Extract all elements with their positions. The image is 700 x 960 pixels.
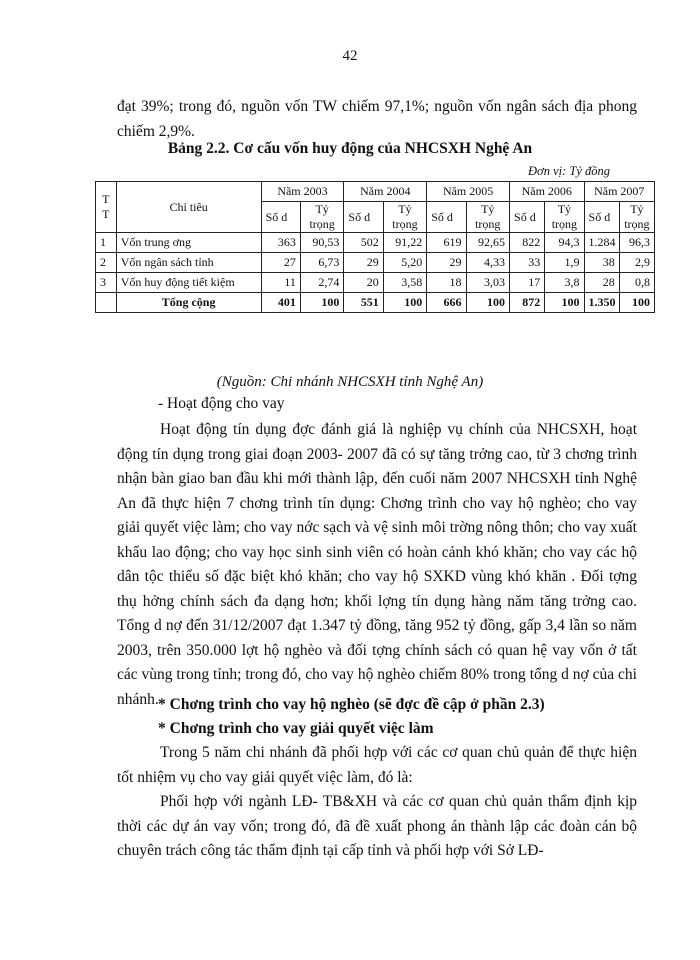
total-value: 551 [344,293,383,313]
cell-value: 18 [427,273,466,293]
cell-value: 20 [344,273,383,293]
paragraph-coordination: Phối hợp với ngành LĐ- TB&XH và các cơ quan chủ quản thẩm định kịp thời các dự án vay vốn; trong đó, đã đề xuất phong án thành lập các đoàn cán bộ chuyên trách công tác thẩm định tại cấp tỉnh và phối hợp với Sở LĐ- [117,793,637,859]
header-year: Năm 2003 [261,182,344,202]
total-value: 100 [619,293,654,313]
paragraph-employment-cooperation: Trong 5 năm chi nhánh đã phối hợp với các cơ quan chủ quản để thực hiện tốt nhiệm vụ cho vay giải quyết việc làm, đó là: [117,744,637,786]
cell-value: 3,8 [545,273,584,293]
total-value: 100 [300,293,343,313]
cell-value: 502 [344,233,383,253]
table-total-row [96,293,655,313]
subheader-so-du: Số d [344,202,383,233]
cell-value: 363 [261,233,300,253]
total-tt-empty [96,293,117,313]
cell-value: 91,22 [383,233,426,253]
cell-value: 3,03 [466,273,509,293]
subheader-ty-trong: Tỷ trọng [383,202,426,233]
bullet-poor-household-loans: * Chơng trình cho vay hộ nghèo (sẽ đợc đề cập ở phần 2.3) [158,696,545,713]
row-label: Vốn huy động tiết kiệm [116,273,261,293]
unit-label: Đơn vị: Tỷ đồng [528,164,611,178]
total-value: 872 [510,293,545,313]
cell-value: 29 [344,253,383,273]
total-value: 666 [427,293,466,313]
cell-value: 2,74 [300,273,343,293]
cell-value: 27 [261,253,300,273]
cell-value: 96,3 [619,233,654,253]
cell-value: 28 [584,273,619,293]
total-value: 100 [383,293,426,313]
source-note: (Nguồn: Chi nhánh NHCSXH tỉnh Nghệ An) [216,374,484,390]
subheader-so-du: Số d [510,202,545,233]
cell-value: 2,9 [619,253,654,273]
total-value: 100 [545,293,584,313]
table-header-row [96,182,655,202]
total-value: 100 [466,293,509,313]
header-year: Năm 2007 [584,182,654,202]
subheader-so-du: Số d [261,202,300,233]
row-tt: 1 [96,233,117,253]
table-row [96,233,655,253]
cell-value: 5,20 [383,253,426,273]
table-row [96,253,655,273]
subheader-ty-trong: Tỷ trọng [466,202,509,233]
header-indicator: Chỉ tiêu [116,182,261,233]
subheader-so-du: Số d [584,202,619,233]
row-tt: 3 [96,273,117,293]
cell-value: 4,33 [466,253,509,273]
main-paragraph: Hoạt động tín dụng đợc đánh giá là nghiệp vụ chính của NHCSXH, hoạt động tín dụng trong giai đoạn 2003- 2007 đã có sự tăng trởng cao, từ 3 chơng trình nhận bàn giao ban đầu khi mới thành lập, đến cuối năm 2007 NHCSXH tỉnh Nghệ An đã thực hiện 7 chơng trình tín dụng: Chơng trình cho vay hộ nghèo; cho vay giải quyết việc làm; cho vay nớc sạch và vệ sinh môi trờng nông thôn; cho vay xuất khẩu lao động; cho vay học sinh sinh viên có hoàn cảnh khó khăn; cho vay các hộ dân tộc thiểu số đặc biệt khó khăn; cho vay hộ SXKD vùng khó khăn . Đối tợng thụ hởng chính sách đa dạng hơn; khối lợng tín dụng hàng năm tăng trởng cao. Tổng d nợ đến 31/12/2007 đạt 1.347 tỷ đồng, tăng 952 tỷ đồng, gấp 3,4 lần so năm 2003, trên 350.000 lợt hộ nghèo và đối tợng chính sách có quan hệ vay vốn ở tất các vùng trong tỉnh; trong đó, cho vay hộ nghèo chiếm 80% trong tổng d nợ của chi nhánh. [117,421,637,708]
cell-value: 822 [510,233,545,253]
cell-value: 33 [510,253,545,273]
cell-value: 94,3 [545,233,584,253]
row-tt: 2 [96,253,117,273]
cell-value: 29 [427,253,466,273]
header-tt: T T [96,182,117,233]
subheader-ty-trong: Tỷ trọng [545,202,584,233]
cell-value: 3,58 [383,273,426,293]
total-value: 401 [261,293,300,313]
table-caption: Bảng 2.2. Cơ cấu vốn huy động của NHCSXH Nghệ An [167,140,533,157]
subheader-ty-trong: Tỷ trọng [619,202,654,233]
bullet-employment-loans: * Chơng trình cho vay giải quyết việc làm [158,720,434,737]
header-year: Năm 2006 [510,182,585,202]
cell-value: 1,9 [545,253,584,273]
cell-value: 90,53 [300,233,343,253]
row-label: Vốn ngân sách tỉnh [116,253,261,273]
header-year: Năm 2004 [344,182,427,202]
total-label: Tổng cộng [116,293,261,313]
cell-value: 17 [510,273,545,293]
subheader-ty-trong: Tỷ trọng [300,202,343,233]
page-number: 42 [342,48,358,64]
section-heading: - Hoạt động cho vay [158,395,285,412]
row-label: Vốn trung ơng [116,233,261,253]
cell-value: 619 [427,233,466,253]
cell-value: 38 [584,253,619,273]
cell-value: 11 [261,273,300,293]
total-value: 1.350 [584,293,619,313]
header-year: Năm 2005 [427,182,510,202]
cell-value: 1.284 [584,233,619,253]
cell-value: 6,73 [300,253,343,273]
subheader-so-du: Số d [427,202,466,233]
table-row [96,273,655,293]
capital-structure-table [95,181,655,313]
cell-value: 92,65 [466,233,509,253]
intro-paragraph: đạt 39%; trong đó, nguồn vốn TW chiếm 97,1%; nguồn vốn ngân sách địa phong chiếm 2,9%. [117,98,637,140]
cell-value: 0,8 [619,273,654,293]
